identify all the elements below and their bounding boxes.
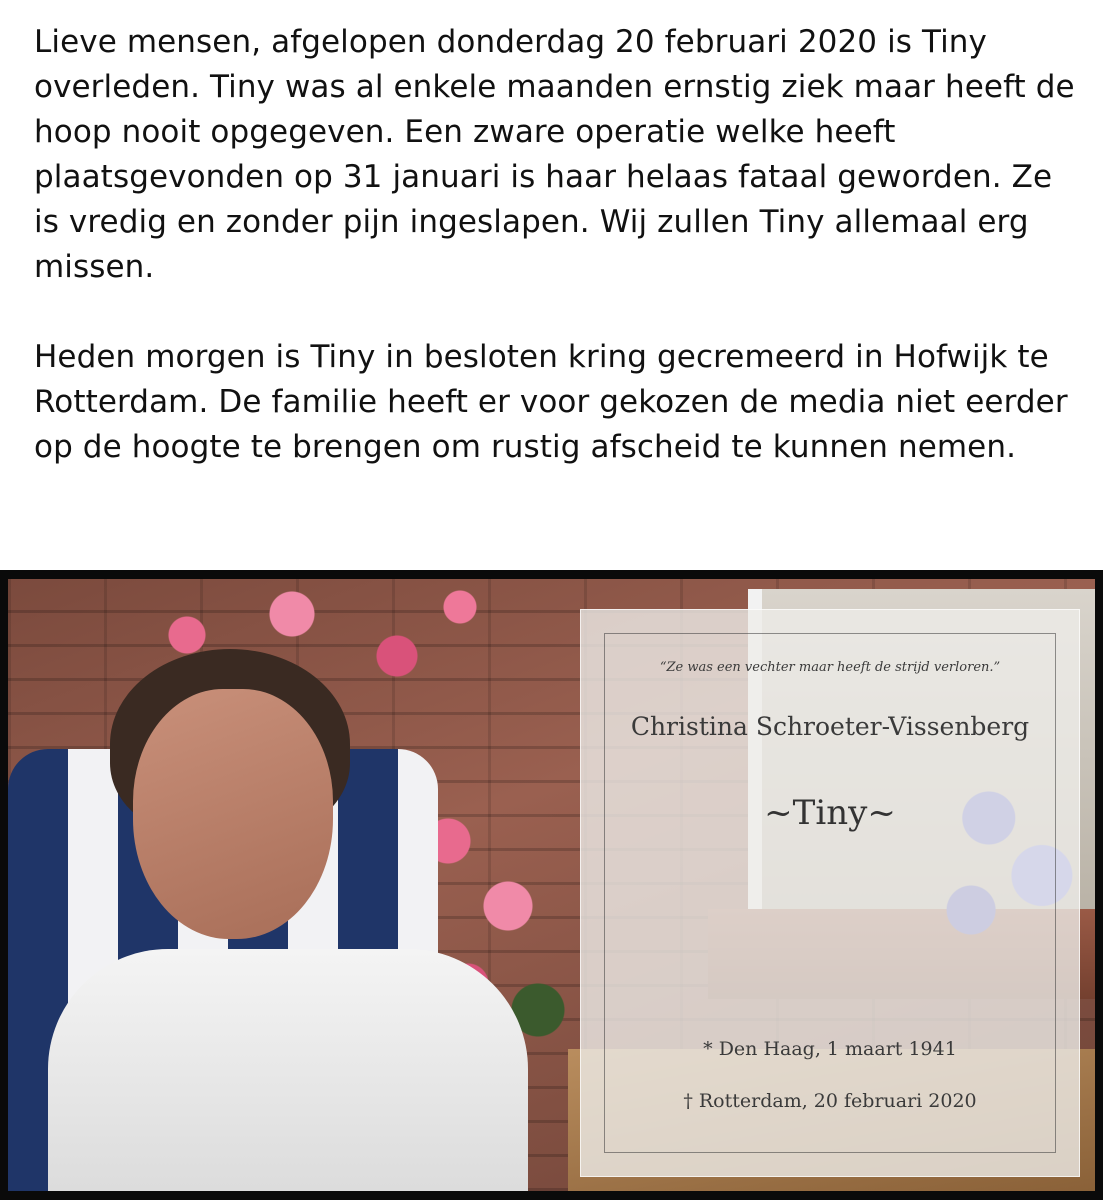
post-paragraph-2: Heden morgen is Tiny in besloten kring gecremeerd in Hofwijk te Rotterdam. De familie heeft er voor gekozen de media niet eerder op de hoogte te brengen om rustig afscheid te kunnen nemen. [34,339,1068,465]
memorial-card-border [604,633,1056,1153]
person-face [133,689,333,939]
person-shirt [48,949,528,1191]
photo-scene [8,579,1095,1191]
memorial-quote: “Ze was een vechter maar heeft de strijd verloren.” [659,660,1001,675]
portrait-person [48,649,548,1191]
memorial-born: * Den Haag, 1 maart 1941 [703,1038,957,1060]
post-text [34,20,1084,470]
memorial-photo[interactable] [0,570,1103,1200]
memorial-died: † Rotterdam, 20 februari 2020 [683,1090,977,1112]
memorial-card [580,609,1080,1177]
post-paragraph-1: Lieve mensen, afgelopen donderdag 20 februari 2020 is Tiny overleden. Tiny was al enkele maanden ernstig ziek maar heeft de hoop nooit opgegeven. Een zware operatie welke heeft plaatsgevonden op 31 januari is haar helaas fataal geworden. Ze is vredig en zonder pijn ingeslapen. Wij zullen Tiny allemaal erg missen. [34,24,1075,285]
memorial-nickname: ~Tiny~ [764,793,896,833]
memorial-name: Christina Schroeter-Vissenberg [630,712,1030,741]
